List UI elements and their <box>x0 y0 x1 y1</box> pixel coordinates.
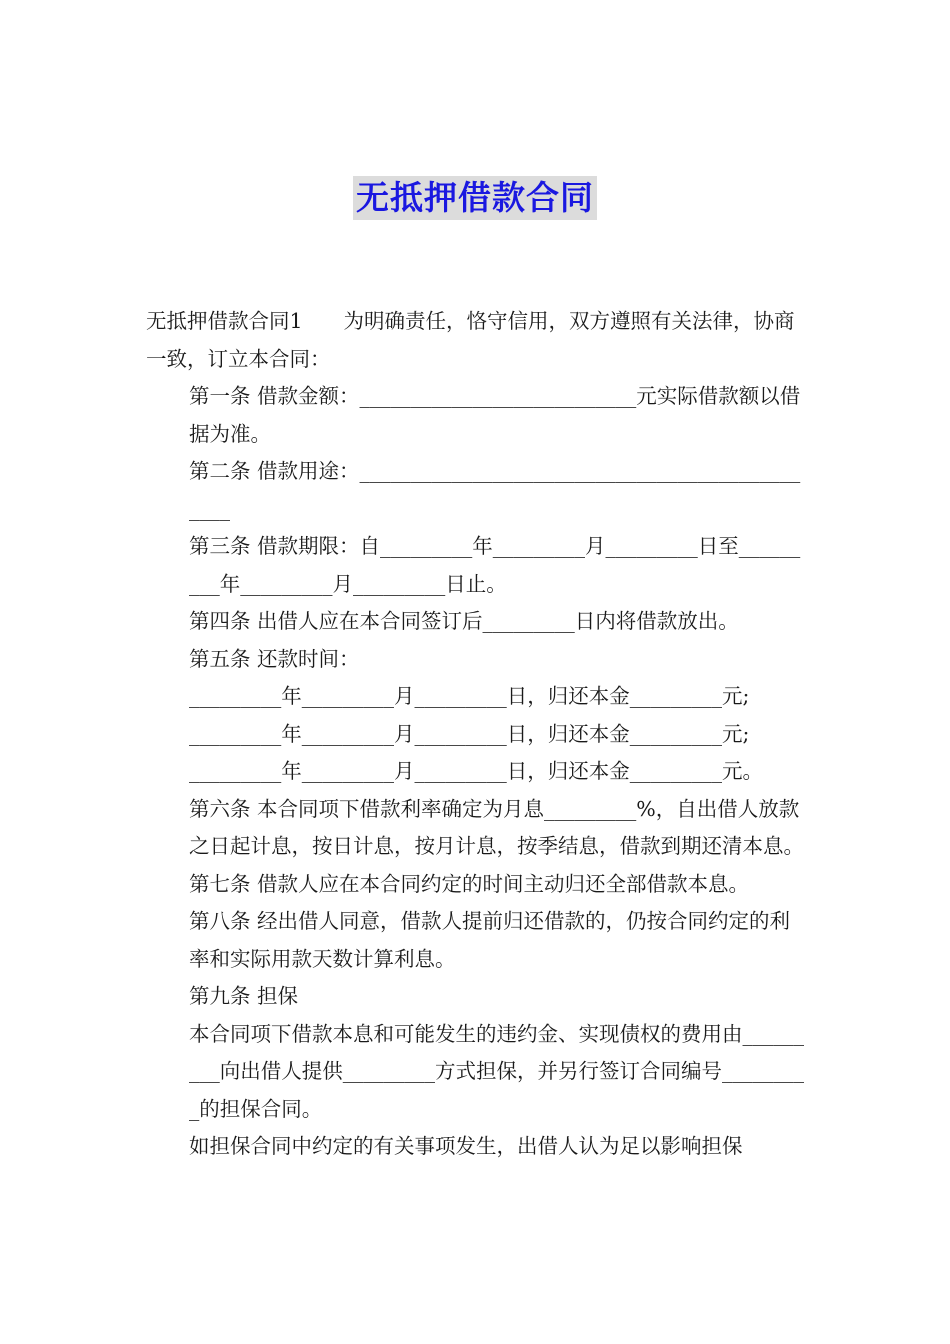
paragraph-guarantee: 本合同项下借款本息和可能发生的违约金、实现债权的费用由_________向出借人提供_________方式担保，并另行签订合同编号_________的担保合同。 <box>189 1021 804 1121</box>
paragraph-article-2: 第二条 借款用途：_______________________________________________ <box>189 459 801 521</box>
document-title-wrap <box>0 176 950 220</box>
paragraph-article-6: 第六条 本合同项下借款利率确定为月息_________%，自出借人放款之日起计息，按日计息，按月计息，按季结息，借款到期还清本息。 <box>189 796 804 858</box>
contract-body <box>146 303 810 1166</box>
paragraph-article-7: 第七条 借款人应在本合同约定的时间主动归还全部借款本息。 <box>189 871 750 896</box>
paragraph-article-8: 第八条 经出借人同意，借款人提前归还借款的，仍按合同约定的利率和实际用款天数计算利息。 <box>189 909 791 971</box>
paragraph-article-5: 第五条 还款时间： <box>189 646 360 671</box>
paragraph-intro: 无抵押借款合同1 为明确责任，恪守信用，双方遵照有关法律，协商一致，订立本合同： <box>146 309 795 371</box>
repayment-line-3: _________年_________月_________日，归还本金_________元。 <box>189 759 763 783</box>
repayment-line-1: _________年_________月_________日，归还本金_________元; <box>189 684 750 708</box>
paragraph-article-1: 第一条 借款金额：___________________________元实际借款额以借据为准。 <box>189 384 801 446</box>
paragraph-guarantee-event: 如担保合同中约定的有关事项发生，出借人认为足以影响担保 <box>189 1134 743 1158</box>
paragraph-article-3: 第三条 借款期限：自_________年_________月_________日至_________年_________月_________日止。 <box>189 534 801 596</box>
paragraph-article-9: 第九条 担保 <box>189 984 299 1008</box>
document-title: 无抵押借款合同 <box>353 176 597 220</box>
repayment-line-2: _________年_________月_________日，归还本金_________元; <box>189 721 750 746</box>
paragraph-article-4: 第四条 出借人应在本合同签订后_________日内将借款放出。 <box>189 609 739 633</box>
